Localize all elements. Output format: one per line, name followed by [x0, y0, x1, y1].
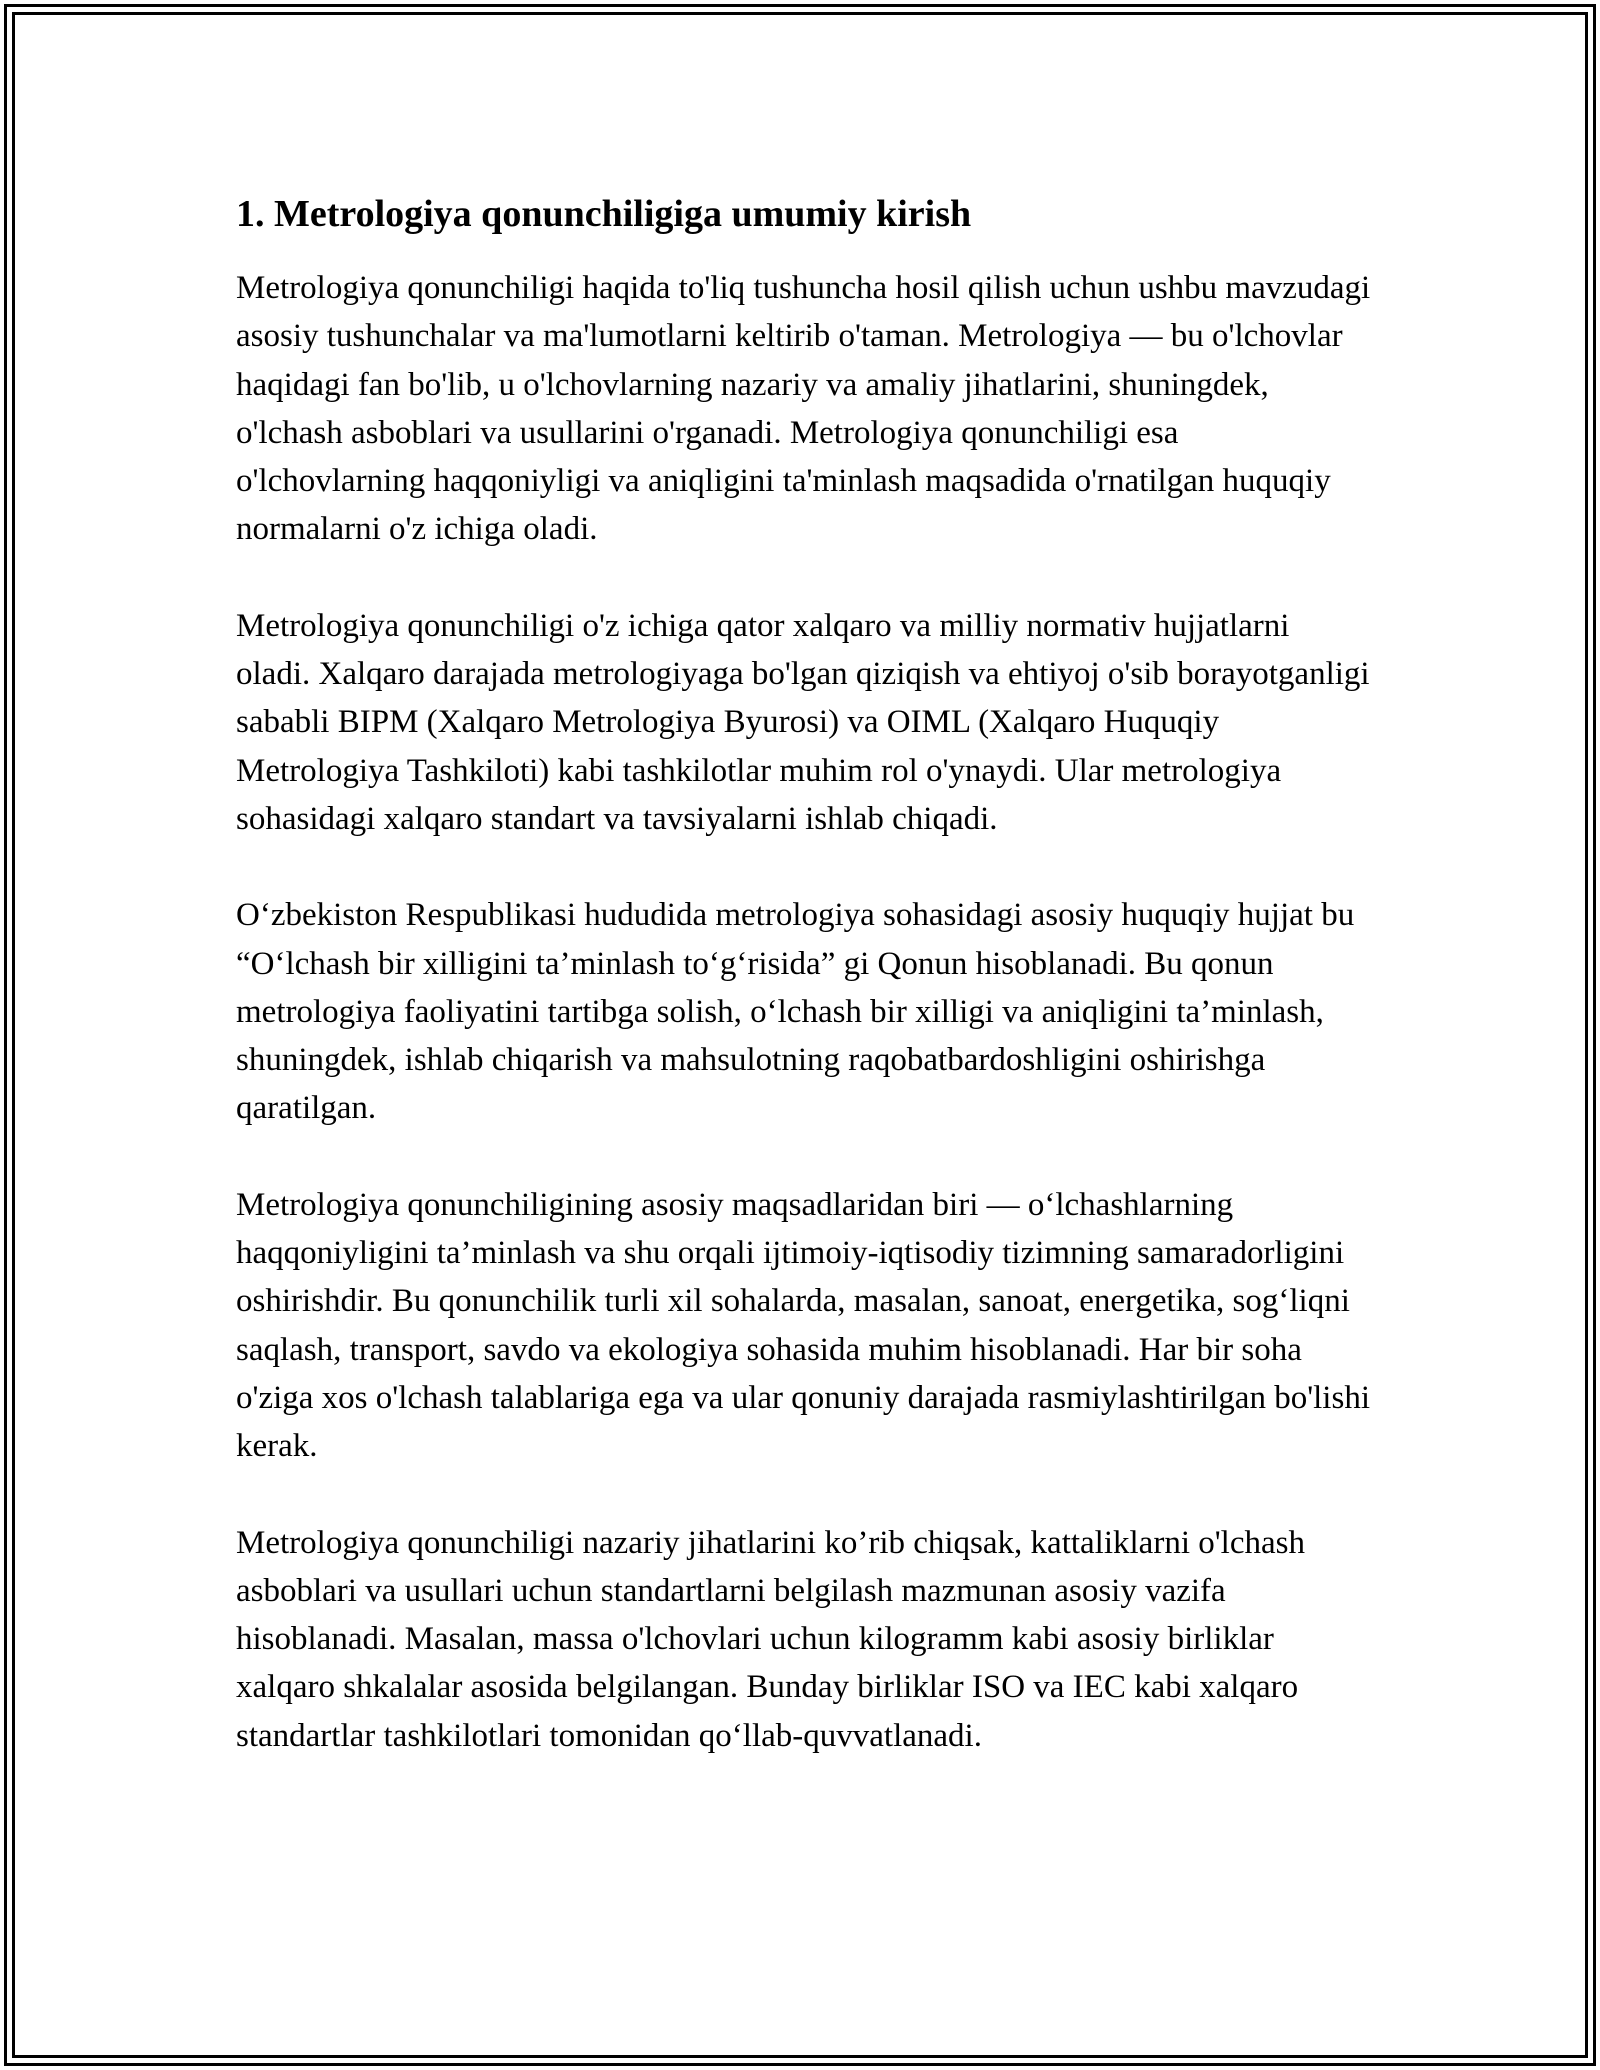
paragraph-1: Metrologiya qonunchiligi haqida to'liq tushuncha hosil qilish uchun ushbu mavzudagi asosiy tushunchalar va ma'lumotlarni keltirib o'taman. Metrologiya — bu o'lchovlar haqidagi fan bo'lib, u o'lchovlarning nazariy va amaliy jihatlarini, shuningdek, o'lchash asboblari va usullarini o'rganadi. Metrologiya qonunchiligi esa o'lchovlarning haqqoniyligi va aniqligini ta'minlash maqsadida o'rnatilgan huquqiy normalarni o'z ichiga oladi. — [236, 270, 1371, 548]
paragraph-5: Metrologiya qonunchiligi nazariy jihatlarini ko’rib chiqsak, kattaliklarni o'lchash asboblari va usullari uchun standartlarni belgilash mazmunan asosiy vazifa hisoblanadi. Masalan, massa o'lchovlari uchun kilogramm kabi asosiy birliklar xalqaro shkalalar asosida belgilangan. Bunday birliklar ISO va IEC kabi xalqaro standartlar tashkilotlari tomonidan qo‘llab-quvvatlanadi. — [236, 1524, 1305, 1754]
paragraph-4: Metrologiya qonunchiligining asosiy maqsadlaridan biri — o‘lchashlarning haqqoniyligini ta’minlash va shu orqali ijtimoiy-iqtisodiy tizimning samaradorligini oshirishdir. Bu qonunchilik turli xil sohalarda, masalan, sanoat, energetika, sog‘liqni saqlash, transport, savdo va ekologiya sohasida muhim hisoblanadi. Har bir soha o'ziga xos o'lchash talablariga ega va ular qonuniy darajada rasmiylashtirilgan bo'lishi kerak. — [236, 1186, 1370, 1465]
paragraph-3: O‘zbekiston Respublikasi hududida metrologiya sohasidagi asosiy huquqiy hujjat bu “O‘lchash bir xilligini ta’minlash to‘g‘risida” gi Qonun hisoblanadi. Bu qonun metrologiya faoliyatini tartibga solish, o‘lchash bir xilligi va aniqligini ta’minlash, shuningdek, ishlab chiqarish va mahsulotning raqobatbardoshligini oshirishga qaratilgan. — [236, 897, 1355, 1127]
paragraph-2: Metrologiya qonunchiligi o'z ichiga qator xalqaro va milliy normativ hujjatlarni oladi. Xalqaro darajada metrologiyaga bo'lgan qiziqish va ehtiyoj o'sib borayotganligi sababli BIPM (Xalqaro Metrologiya Byurosi) va OIML (Xalqaro Huquqiy Metrologiya Tashkiloti) kabi tashkilotlar muhim rol o'ynaydi. Ular metrologiya sohasidagi xalqaro standart va tavsiyalarni ishlab chiqadi. — [236, 607, 1370, 837]
section-heading: 1. Metrologiya qonunchiligiga umumiy kirish — [236, 193, 972, 235]
document-body — [236, 186, 1371, 1808]
